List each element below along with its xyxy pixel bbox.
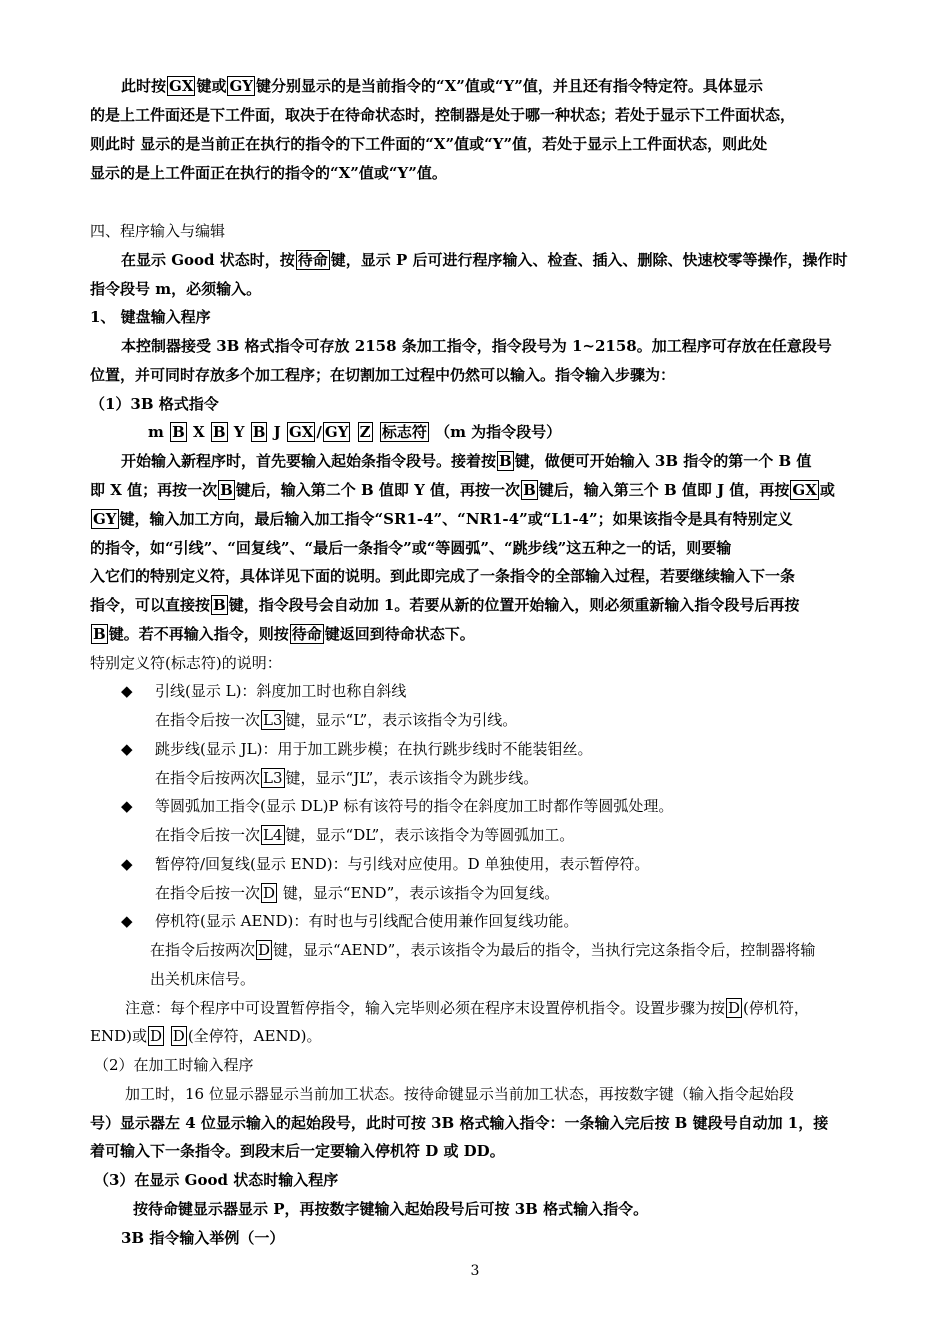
text-line (90, 1026, 870, 1046)
key-label: B (220, 481, 233, 499)
key-label: B (523, 481, 536, 499)
text-line (121, 1228, 901, 1248)
key-label: D (172, 1027, 185, 1045)
text-line (90, 480, 870, 500)
text-run: (停机符， (743, 999, 809, 1017)
text-run: 键，显示“DL”，表示该指令为等圆弧加工。 (285, 826, 575, 844)
key-label: GY (93, 510, 117, 528)
key-label: 待命 (291, 625, 322, 643)
text-run: 键，做便可开始输入 3B 指令的第一个 B 值 (514, 452, 812, 470)
bullet-marker: ◆ (121, 855, 133, 873)
text-line (90, 279, 870, 299)
text-run: 在指令后按一次 (155, 884, 261, 902)
text-line (90, 105, 870, 125)
text-run: 跳步线(显示 JL)：用于加工跳步模；在执行跳步线时不能装钼丝。 (155, 740, 593, 758)
text-run: 出关机床信号。 (150, 970, 256, 988)
text-run: 键，显示“AEND”，表示该指令为最后的指令，当执行完这条指令后，控制器将输 (273, 941, 816, 959)
key-label: D (728, 999, 741, 1017)
text-run (165, 1027, 170, 1045)
text-line (155, 739, 935, 759)
text-line (155, 710, 935, 730)
text-line (155, 681, 935, 701)
key-label: GY (229, 77, 254, 95)
key-label: GX (288, 423, 314, 441)
text-run: 的是上工件面还是下工件面，取决于在待命状态时，控制器是处于哪一种状态；若处于显示下工件面状态， (90, 106, 796, 124)
text-line (121, 250, 901, 270)
bullet-marker: ◆ (121, 682, 133, 700)
text-line (133, 1199, 913, 1219)
bullet-marker: ◆ (121, 740, 133, 758)
text-run: 则此时 显示的是当前正在执行的指令的下工件面的“X”值或“Y”值，若处于显示上工件面状态，则此处 (90, 135, 768, 153)
text-run: 键后，输入第三个 B 值即 J 值，再按 (538, 481, 790, 499)
key-label: 待命 (297, 251, 328, 269)
text-line (121, 336, 901, 356)
key-label: B (213, 596, 226, 614)
text-run: 键。若不再输入指令，则按 (108, 625, 289, 643)
text-run: 在指令后按两次 (150, 941, 256, 959)
text-run: 的指令，如“引线”、“回复线”、“最后一条指令”或“等圆弧”、“跳步线”这五种之一的话，则要输 (90, 539, 732, 557)
text-run: END)或 (90, 1027, 147, 1045)
text-line (155, 854, 935, 874)
text-run: （m 为指令段号） (429, 423, 562, 441)
key-label: D (149, 1027, 162, 1045)
text-run: 键后，输入第二个 B 值即 Y 值，再按一次 (235, 481, 521, 499)
text-run: 本控制器接受 3B 格式指令可存放 2158 条加工指令，指令段号为 1~2158。加工程序可存放在任意段号 (121, 337, 832, 355)
text-run: (全停符，AEND)。 (187, 1027, 322, 1045)
page-number: 3 (470, 1263, 480, 1279)
text-run: 开始输入新程序时，首先要输入起始条指令段号。接着按 (121, 452, 497, 470)
text-line (90, 221, 870, 241)
text-line (125, 1084, 905, 1104)
text-run: / (316, 423, 322, 441)
text-run: 注意：每个程序中可设置暂停指令，输入完毕则必须在程序末设置停机指令。设置步骤为按 (125, 999, 726, 1017)
text-line (150, 940, 930, 960)
text-run: 3B 指令输入举例（一） (121, 1229, 285, 1247)
text-run: 在指令后按一次 (155, 826, 261, 844)
text-run: 加工时，16 位显示器显示当前加工状态。按待命键显示当前加工状态，再按数字键（输入指令起始段 (125, 1085, 794, 1103)
text-run: 键，显示“END”，表示该指令为回复线。 (278, 884, 560, 902)
text-line (90, 163, 870, 183)
text-run: 1、 键盘输入程序 (90, 308, 211, 326)
text-line (90, 566, 870, 586)
text-run: （2）在加工时输入程序 (94, 1056, 254, 1074)
key-label: Z (359, 423, 371, 441)
key-label: B (212, 423, 226, 441)
key-label: B (172, 423, 185, 441)
text-run: 键，显示“JL”，表示该指令为跳步线。 (285, 769, 539, 787)
key-label: L4 (263, 826, 283, 844)
text-run: 着可输入下一条指令。到段末后一定要输入停机符 D 或 DD。 (90, 1142, 505, 1160)
text-run: 暂停符/回复线(显示 END)：与引线对应使用。D 单独使用，表示暂停符。 (155, 855, 650, 873)
text-run: （3）在显示 Good 状态时输入程序 (94, 1171, 339, 1189)
text-run: 键，显示 P 后可进行程序输入、检查、插入、删除、快速校零等操作，操作时 (330, 251, 848, 269)
text-run: 位置，并可同时存放多个加工程序；在切割加工过程中仍然可以输入。指令输入步骤为： (90, 366, 676, 384)
text-run: 或 (819, 481, 835, 499)
key-label: GX (792, 481, 817, 499)
key-label: L3 (263, 711, 283, 729)
text-run (374, 423, 379, 441)
key-label: GX (169, 77, 194, 95)
key-label: B (93, 625, 106, 643)
text-run: 四、程序输入与编辑 (90, 222, 226, 240)
key-label: B (499, 452, 512, 470)
text-run: 键，显示“L”，表示该指令为引线。 (285, 711, 518, 729)
text-line (90, 653, 870, 673)
text-line (90, 307, 870, 327)
text-line (155, 796, 935, 816)
key-label: D (258, 941, 271, 959)
text-run: X (187, 423, 210, 441)
text-line (90, 394, 870, 414)
text-run: Y (228, 423, 250, 441)
text-line (155, 825, 935, 845)
text-run: 键或 (196, 77, 227, 95)
text-run: J (268, 423, 286, 441)
key-label: GY (324, 423, 349, 441)
text-line (155, 911, 935, 931)
text-run: 键返回到待命状态下。 (324, 625, 475, 643)
text-run: 按待命键显示器显示 P，再按数字键输入起始段号后可按 3B 格式输入指令。 (133, 1200, 649, 1218)
text-line (148, 422, 928, 442)
text-run (351, 423, 356, 441)
text-run: （1）3B 格式指令 (90, 395, 219, 413)
text-run: 键，输入加工方向，最后输入加工指令“SR1-4”、“NR1-4”或“L1-4”；如果该指令是具有特别定义 (119, 510, 793, 528)
text-run: 引线(显示 L)：斜度加工时也称自斜线 (155, 682, 407, 700)
text-line (125, 998, 905, 1018)
text-run: 即 X 值；再按一次 (90, 481, 218, 499)
text-run: 在指令后按两次 (155, 769, 261, 787)
bullet-marker: ◆ (121, 797, 133, 815)
text-run: 键，指令段号会自动加 1。若要从新的位置开始输入，则必须重新输入指令段号后再按 (228, 596, 800, 614)
text-run: 显示的是上工件面正在执行的指令的“X”值或“Y”值。 (90, 164, 447, 182)
text-run: 停机符(显示 AEND)：有时也与引线配合使用兼作回复线功能。 (155, 912, 579, 930)
text-run: 此时按 (121, 77, 167, 95)
text-run: 号）显示器左 4 位显示输入的起始段号，此时可按 3B 格式输入指令：一条输入完后按 B 键段号自动加 1，接 (90, 1114, 829, 1132)
key-label: L3 (263, 769, 283, 787)
text-run: 等圆弧加工指令(显示 DL)P 标有该符号的指令在斜度加工时都作等圆弧处理。 (155, 797, 674, 815)
text-line (90, 538, 870, 558)
text-line (90, 1141, 870, 1161)
text-run: 键分别显示的是当前指令的“X”值或“Y”值，并且还有指令特定符。具体显示 (256, 77, 763, 95)
text-line (155, 883, 935, 903)
text-run: 在指令后按一次 (155, 711, 261, 729)
text-line (155, 768, 935, 788)
text-line (94, 1170, 874, 1190)
text-line (90, 134, 870, 154)
text-line (90, 1113, 870, 1133)
text-run: 指令段号 m，必须输入。 (90, 280, 262, 298)
key-label: D (263, 884, 276, 902)
text-line (121, 451, 901, 471)
text-line (90, 624, 870, 644)
text-run: 在显示 Good 状态时，按 (121, 251, 295, 269)
text-line (94, 1055, 874, 1075)
key-label: 标志符 (381, 423, 427, 441)
bullet-marker: ◆ (121, 912, 133, 930)
text-line (90, 365, 870, 385)
key-label: B (252, 423, 266, 441)
text-run: m (148, 423, 170, 441)
text-run: 指令，可以直接按 (90, 596, 211, 614)
text-run: 特别定义符(标志符)的说明： (90, 654, 282, 672)
text-line (150, 969, 930, 989)
text-run: 入它们的特别定义符，具体详见下面的说明。到此即完成了一条指令的全部输入过程，若要继续输入下一条 (90, 567, 796, 585)
text-line (121, 76, 901, 96)
text-line (90, 595, 870, 615)
text-line (90, 509, 870, 529)
